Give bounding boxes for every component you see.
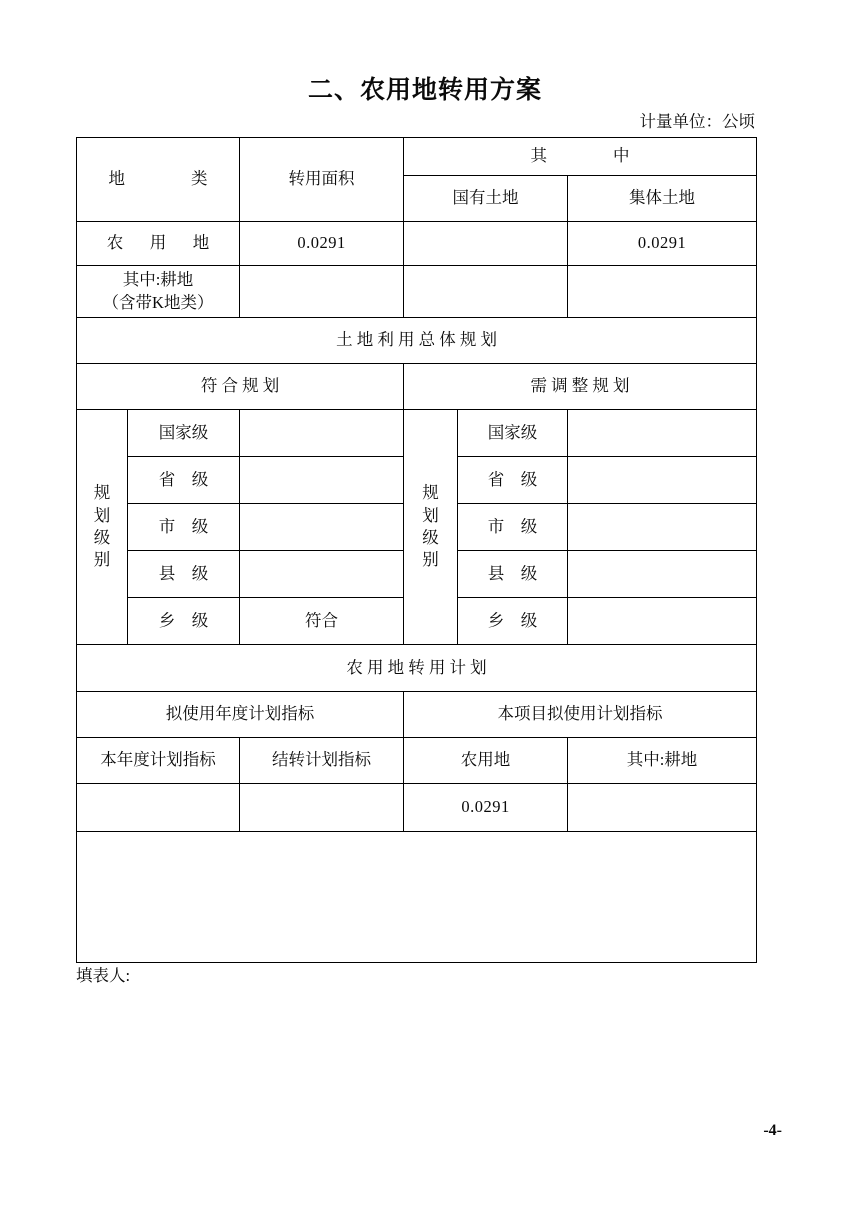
quota-value-agricultural-land: 0.0291 [404, 784, 568, 832]
vertical-label-right-char-0: 规 [422, 483, 439, 503]
quota-header-current-year: 本年度计划指标 [77, 738, 240, 784]
vertical-label-right-char-2: 级 [422, 528, 439, 547]
plan-level-value-left-provincial [240, 457, 404, 504]
vertical-label-right-char-3: 别 [422, 550, 439, 570]
plan-level-label-left-county: 县 级 [128, 551, 240, 598]
band-title-conversion-plan: 农 用 地 转 用 计 划 [77, 645, 757, 692]
cell-cultivated-converted-area [240, 266, 404, 318]
plan-level-label-right-national: 国家级 [458, 410, 568, 457]
plan-level-label-left-township: 乡 级 [128, 598, 240, 645]
row-label-cultivated-land [77, 266, 240, 318]
farmland-conversion-table [76, 137, 757, 963]
vertical-label-left-char-2: 级 [93, 528, 111, 547]
header-among-which: 其 中 [404, 138, 757, 176]
table-row-agricultural-land [77, 222, 757, 266]
quota-header-agricultural-land: 农用地 [404, 738, 568, 784]
header-converted-area: 转用面积 [240, 138, 404, 222]
header-state-owned-land: 国有土地 [404, 176, 568, 222]
cell-cultivated-collective [568, 266, 757, 318]
plan-level-label-right-township: 乡 级 [458, 598, 568, 645]
cell-agricultural-collective: 0.0291 [568, 222, 757, 266]
plan-level-label-right-municipal: 市 级 [458, 504, 568, 551]
page-title: 二、农用地转用方案 [307, 76, 542, 104]
plan-level-value-left-municipal [240, 504, 404, 551]
notes-cell [77, 832, 757, 963]
subheader-annual-quota: 拟使用年度计划指标 [77, 692, 404, 738]
subheader-row-plan-status [77, 364, 757, 410]
plan-level-label-left-provincial: 省 级 [128, 457, 240, 504]
notes-row [77, 832, 757, 963]
plan-level-label-left-national: 国家级 [128, 410, 240, 457]
quota-value-row [77, 784, 757, 832]
table-header-row-1 [77, 138, 757, 176]
plan-level-value-left-township: 符合 [240, 598, 404, 645]
header-land-type: 地 类 [77, 138, 240, 222]
quota-value-cultivated-land [568, 784, 757, 832]
subheader-adjustment-plan: 需 调 整 规 划 [404, 364, 757, 410]
cell-agricultural-converted-area: 0.0291 [240, 222, 404, 266]
plan-level-value-right-national [568, 410, 757, 457]
form-filler-label: 填表人: [76, 966, 131, 985]
vertical-label-left-char-1: 划 [93, 505, 111, 525]
farmland-conversion-table-wrapper [76, 137, 756, 963]
table-row-cultivated-land [77, 266, 757, 318]
plan-level-label-right-provincial: 省 级 [458, 457, 568, 504]
plan-level-value-left-national [240, 410, 404, 457]
cultivated-land-label-line1: 其中:耕地 [122, 270, 194, 290]
quota-header-cultivated-land: 其中:耕地 [568, 738, 757, 784]
plan-level-row-national [77, 410, 757, 457]
cell-agricultural-state-owned [404, 222, 568, 266]
cell-cultivated-state-owned [404, 266, 568, 318]
row-label-agricultural-land: 农 用 地 [77, 222, 240, 266]
quota-column-header-row [77, 738, 757, 784]
band-row-conversion-plan [77, 645, 757, 692]
plan-level-value-right-county [568, 551, 757, 598]
vertical-label-left-char-0: 规 [93, 483, 111, 503]
plan-level-label-right-county: 县 级 [458, 551, 568, 598]
band-row-overall-plan [77, 318, 757, 364]
quota-value-carryover [240, 784, 404, 832]
quota-value-current-year [77, 784, 240, 832]
header-collective-land: 集体土地 [568, 176, 757, 222]
plan-level-value-right-provincial [568, 457, 757, 504]
measurement-unit-label: 计量单位：公顷 [639, 112, 755, 131]
page-number: -4- [763, 1122, 782, 1139]
subheader-project-quota: 本项目拟使用计划指标 [404, 692, 757, 738]
plan-level-value-left-county [240, 551, 404, 598]
quota-header-carryover: 结转计划指标 [240, 738, 404, 784]
plan-level-value-right-township [568, 598, 757, 645]
vertical-label-plan-level-left [77, 410, 128, 645]
plan-level-label-left-municipal: 市 级 [128, 504, 240, 551]
band-title-overall-plan: 土 地 利 用 总 体 规 划 [77, 318, 757, 364]
plan-level-value-right-municipal [568, 504, 757, 551]
subheader-row-quota [77, 692, 757, 738]
vertical-label-left-char-3: 别 [93, 550, 111, 570]
cultivated-land-label-line2: （含带K地类） [102, 292, 214, 312]
subheader-conforming-plan: 符 合 规 划 [77, 364, 404, 410]
vertical-label-right-char-1: 划 [422, 505, 439, 525]
vertical-label-plan-level-right [404, 410, 458, 645]
